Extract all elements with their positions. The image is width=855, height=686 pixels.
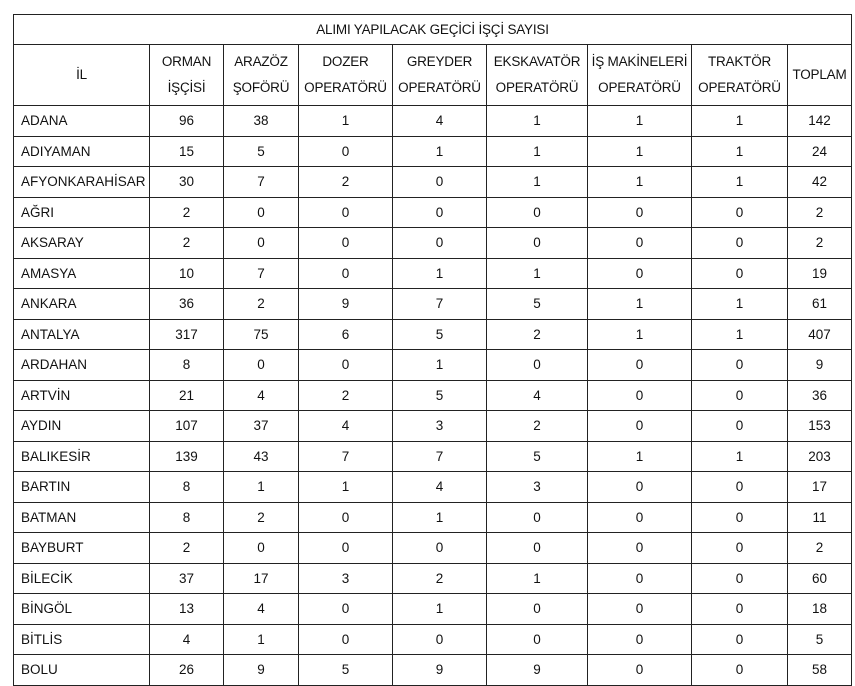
value-cell: 0 [487, 624, 588, 655]
value-cell: 0 [588, 228, 692, 259]
worker-count-table [13, 14, 852, 686]
value-cell: 3 [299, 563, 393, 594]
value-cell: 2 [299, 380, 393, 411]
column-header [150, 45, 224, 106]
value-cell: 0 [299, 502, 393, 533]
value-cell: 0 [487, 502, 588, 533]
value-cell: 75 [224, 319, 299, 350]
table-body [14, 106, 852, 686]
province-cell: ADIYAMAN [14, 136, 150, 167]
value-cell: 37 [150, 563, 224, 594]
province-cell: BİNGÖL [14, 594, 150, 625]
province-cell: AFYONKARAHİSAR [14, 167, 150, 198]
province-cell: BİTLİS [14, 624, 150, 655]
value-cell: 0 [299, 197, 393, 228]
province-cell: BOLU [14, 655, 150, 686]
value-cell: 4 [224, 594, 299, 625]
value-cell: 1 [692, 136, 788, 167]
total-cell: 142 [788, 106, 852, 137]
table-row [14, 563, 852, 594]
column-header-line: OPERATÖRÜ [304, 80, 387, 95]
table-row [14, 533, 852, 564]
value-cell: 317 [150, 319, 224, 350]
column-header-line: İŞ MAKİNELERİ [591, 54, 688, 69]
value-cell: 7 [224, 167, 299, 198]
total-cell: 11 [788, 502, 852, 533]
province-cell: ADANA [14, 106, 150, 137]
title-row [14, 15, 852, 45]
value-cell: 7 [393, 441, 487, 472]
value-cell: 0 [588, 350, 692, 381]
value-cell: 0 [487, 197, 588, 228]
value-cell: 8 [150, 350, 224, 381]
value-cell: 7 [393, 289, 487, 320]
value-cell: 15 [150, 136, 224, 167]
value-cell: 0 [299, 136, 393, 167]
value-cell: 1 [588, 167, 692, 198]
table-row [14, 289, 852, 320]
total-cell: 2 [788, 533, 852, 564]
value-cell: 1 [487, 136, 588, 167]
value-cell: 0 [393, 228, 487, 259]
province-cell: BARTIN [14, 472, 150, 503]
value-cell: 5 [224, 136, 299, 167]
value-cell: 1 [588, 106, 692, 137]
value-cell: 1 [393, 258, 487, 289]
total-cell: 42 [788, 167, 852, 198]
value-cell: 5 [393, 380, 487, 411]
value-cell: 0 [299, 533, 393, 564]
total-cell: 9 [788, 350, 852, 381]
column-header [588, 45, 692, 106]
header-row [14, 45, 852, 106]
value-cell: 0 [588, 563, 692, 594]
value-cell: 4 [393, 472, 487, 503]
column-header-line: GREYDER [406, 54, 473, 69]
table-row [14, 228, 852, 259]
value-cell: 1 [487, 563, 588, 594]
value-cell: 4 [299, 411, 393, 442]
column-header [14, 45, 150, 106]
value-cell: 0 [224, 350, 299, 381]
value-cell: 0 [588, 533, 692, 564]
value-cell: 0 [588, 655, 692, 686]
province-cell: ARDAHAN [14, 350, 150, 381]
value-cell: 1 [224, 472, 299, 503]
value-cell: 1 [224, 624, 299, 655]
value-cell: 0 [692, 502, 788, 533]
value-cell: 0 [487, 350, 588, 381]
value-cell: 0 [487, 533, 588, 564]
value-cell: 5 [487, 441, 588, 472]
value-cell: 0 [692, 655, 788, 686]
value-cell: 0 [692, 472, 788, 503]
value-cell: 9 [393, 655, 487, 686]
value-cell: 7 [299, 441, 393, 472]
value-cell: 0 [224, 228, 299, 259]
value-cell: 1 [393, 594, 487, 625]
value-cell: 0 [299, 594, 393, 625]
column-header-line: İŞÇİSİ [167, 80, 206, 95]
value-cell: 17 [224, 563, 299, 594]
value-cell: 1 [588, 136, 692, 167]
value-cell: 107 [150, 411, 224, 442]
value-cell: 3 [487, 472, 588, 503]
table-row [14, 197, 852, 228]
value-cell: 0 [588, 197, 692, 228]
value-cell: 7 [224, 258, 299, 289]
table-row [14, 258, 852, 289]
total-cell: 18 [788, 594, 852, 625]
value-cell: 1 [393, 350, 487, 381]
province-cell: BATMAN [14, 502, 150, 533]
value-cell: 1 [487, 106, 588, 137]
value-cell: 8 [150, 502, 224, 533]
province-cell: ANKARA [14, 289, 150, 320]
total-cell: 17 [788, 472, 852, 503]
value-cell: 0 [487, 228, 588, 259]
table-row [14, 167, 852, 198]
value-cell: 1 [692, 167, 788, 198]
value-cell: 9 [299, 289, 393, 320]
value-cell: 30 [150, 167, 224, 198]
value-cell: 0 [692, 228, 788, 259]
table-row [14, 411, 852, 442]
value-cell: 0 [692, 258, 788, 289]
value-cell: 1 [487, 258, 588, 289]
value-cell: 13 [150, 594, 224, 625]
total-cell: 203 [788, 441, 852, 472]
table-row [14, 380, 852, 411]
value-cell: 1 [692, 441, 788, 472]
column-header-line: ARAZÖZ [234, 54, 288, 69]
column-header-line: OPERATÖRÜ [495, 80, 579, 95]
value-cell: 5 [487, 289, 588, 320]
column-header-line: OPERATÖRÜ [698, 80, 781, 95]
value-cell: 2 [150, 197, 224, 228]
total-cell: 407 [788, 319, 852, 350]
value-cell: 4 [224, 380, 299, 411]
value-cell: 1 [692, 319, 788, 350]
value-cell: 96 [150, 106, 224, 137]
value-cell: 2 [487, 411, 588, 442]
value-cell: 0 [692, 197, 788, 228]
value-cell: 2 [150, 228, 224, 259]
value-cell: 0 [588, 594, 692, 625]
value-cell: 0 [224, 533, 299, 564]
table-title: ALIMI YAPILACAK GEÇİCİ İŞÇİ SAYISI [14, 15, 852, 45]
value-cell: 2 [487, 319, 588, 350]
column-header [299, 45, 393, 106]
value-cell: 8 [150, 472, 224, 503]
value-cell: 0 [393, 624, 487, 655]
province-cell: ANTALYA [14, 319, 150, 350]
value-cell: 10 [150, 258, 224, 289]
value-cell: 4 [150, 624, 224, 655]
column-header-line: OPERATÖRÜ [398, 80, 481, 95]
value-cell: 0 [224, 197, 299, 228]
province-cell: ARTVİN [14, 380, 150, 411]
value-cell: 21 [150, 380, 224, 411]
value-cell: 0 [299, 228, 393, 259]
value-cell: 1 [588, 441, 692, 472]
value-cell: 9 [224, 655, 299, 686]
value-cell: 1 [299, 106, 393, 137]
table-row [14, 594, 852, 625]
value-cell: 0 [692, 380, 788, 411]
value-cell: 0 [393, 197, 487, 228]
total-cell: 36 [788, 380, 852, 411]
value-cell: 0 [692, 563, 788, 594]
value-cell: 0 [692, 411, 788, 442]
column-header-line: TRAKTÖR [707, 54, 772, 69]
value-cell: 0 [588, 624, 692, 655]
value-cell: 5 [299, 655, 393, 686]
value-cell: 0 [393, 533, 487, 564]
value-cell: 0 [299, 258, 393, 289]
table-row [14, 472, 852, 503]
table-wrapper [13, 14, 852, 686]
column-header-line: OPERATÖRÜ [598, 80, 681, 95]
table-row [14, 624, 852, 655]
table-row [14, 441, 852, 472]
table-row [14, 319, 852, 350]
table-row [14, 350, 852, 381]
total-cell: 5 [788, 624, 852, 655]
column-header-line: ŞOFÖRÜ [232, 80, 290, 95]
value-cell: 2 [150, 533, 224, 564]
value-cell: 1 [393, 502, 487, 533]
value-cell: 0 [692, 350, 788, 381]
province-cell: BİLECİK [14, 563, 150, 594]
value-cell: 2 [224, 289, 299, 320]
value-cell: 9 [487, 655, 588, 686]
table-row [14, 106, 852, 137]
total-cell: 60 [788, 563, 852, 594]
value-cell: 1 [692, 106, 788, 137]
value-cell: 36 [150, 289, 224, 320]
column-header [788, 45, 852, 106]
total-cell: 24 [788, 136, 852, 167]
value-cell: 0 [487, 594, 588, 625]
total-cell: 58 [788, 655, 852, 686]
province-cell: AKSARAY [14, 228, 150, 259]
value-cell: 3 [393, 411, 487, 442]
value-cell: 1 [692, 289, 788, 320]
value-cell: 4 [393, 106, 487, 137]
value-cell: 6 [299, 319, 393, 350]
province-cell: AMASYA [14, 258, 150, 289]
value-cell: 0 [692, 594, 788, 625]
total-cell: 61 [788, 289, 852, 320]
value-cell: 139 [150, 441, 224, 472]
value-cell: 0 [588, 258, 692, 289]
column-header-line: EKSKAVATÖR [493, 54, 581, 69]
column-header-line: ORMAN [161, 54, 212, 69]
value-cell: 0 [393, 167, 487, 198]
value-cell: 38 [224, 106, 299, 137]
value-cell: 0 [692, 533, 788, 564]
province-cell: BAYBURT [14, 533, 150, 564]
value-cell: 1 [299, 472, 393, 503]
province-cell: AĞRI [14, 197, 150, 228]
value-cell: 5 [393, 319, 487, 350]
value-cell: 4 [487, 380, 588, 411]
column-header-line: İL [76, 67, 87, 82]
province-cell: BALIKESİR [14, 441, 150, 472]
table-row [14, 502, 852, 533]
column-header [487, 45, 588, 106]
value-cell: 0 [588, 502, 692, 533]
value-cell: 0 [692, 624, 788, 655]
value-cell: 0 [299, 624, 393, 655]
table-row [14, 136, 852, 167]
value-cell: 1 [588, 289, 692, 320]
value-cell: 1 [588, 319, 692, 350]
column-header [224, 45, 299, 106]
total-cell: 19 [788, 258, 852, 289]
value-cell: 2 [299, 167, 393, 198]
value-cell: 37 [224, 411, 299, 442]
total-cell: 2 [788, 228, 852, 259]
column-header-line: TOPLAM [792, 67, 847, 82]
value-cell: 0 [299, 350, 393, 381]
value-cell: 1 [487, 167, 588, 198]
table-row [14, 655, 852, 686]
value-cell: 43 [224, 441, 299, 472]
value-cell: 26 [150, 655, 224, 686]
total-cell: 2 [788, 197, 852, 228]
column-header [692, 45, 788, 106]
column-header-line: DOZER [322, 54, 369, 69]
value-cell: 2 [224, 502, 299, 533]
value-cell: 0 [588, 472, 692, 503]
province-cell: AYDIN [14, 411, 150, 442]
value-cell: 2 [393, 563, 487, 594]
value-cell: 0 [588, 380, 692, 411]
value-cell: 1 [393, 136, 487, 167]
value-cell: 0 [588, 411, 692, 442]
total-cell: 153 [788, 411, 852, 442]
column-header [393, 45, 487, 106]
